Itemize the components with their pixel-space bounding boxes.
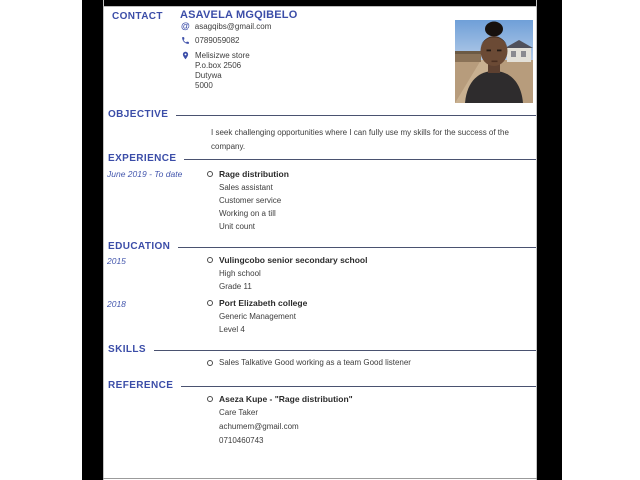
skills-item-row xyxy=(207,358,411,367)
left-black-bar xyxy=(82,0,103,480)
education-section-header xyxy=(108,241,536,252)
education-detail: Generic Management xyxy=(219,312,296,321)
bullet-icon xyxy=(207,360,213,366)
experience-entry-title-row xyxy=(207,169,289,179)
right-black-bar xyxy=(537,0,562,480)
address-line: Dutywa xyxy=(195,71,222,80)
contact-address-row xyxy=(181,51,250,91)
education-entry-date: 2018 xyxy=(107,299,126,309)
education-entry-date: 2015 xyxy=(107,256,126,266)
objective-text: I seek challenging opportunities where I can fully use my skills for the success of the company. xyxy=(211,128,509,151)
reference-entry-title-row xyxy=(207,394,353,404)
reference-entry-title: Aseza Kupe - "Rage distribution" xyxy=(219,394,353,404)
experience-section-header xyxy=(108,153,536,164)
experience-entry-title: Rage distribution xyxy=(219,169,289,179)
education-detail: High school xyxy=(219,269,261,278)
education-detail: Level 4 xyxy=(219,325,245,334)
experience-section-label: EXPERIENCE xyxy=(108,153,177,164)
phone-value: 0789059082 xyxy=(195,36,240,45)
reference-detail: Care Taker xyxy=(219,408,258,417)
contact-section-label: CONTACT xyxy=(112,11,163,22)
experience-detail: Sales assistant xyxy=(219,183,273,192)
bullet-icon xyxy=(207,171,213,177)
skills-section-header xyxy=(108,344,536,355)
experience-entry xyxy=(207,169,289,233)
profile-photo xyxy=(455,20,533,103)
section-rule xyxy=(154,350,536,351)
objective-section-label: OBJECTIVE xyxy=(108,109,169,120)
education-entry-title-row xyxy=(207,298,307,308)
phone-icon xyxy=(181,36,190,45)
bullet-icon xyxy=(207,396,213,402)
address-line: 5000 xyxy=(195,81,213,90)
address-line: P.o.box 2506 xyxy=(195,61,242,70)
experience-detail: Unit count xyxy=(219,222,256,231)
address-line: Melisizwe store xyxy=(195,51,250,60)
contact-phone-row xyxy=(181,36,240,45)
reference-section-header xyxy=(108,380,536,391)
page-bottom-edge xyxy=(103,478,537,479)
page-left-edge xyxy=(103,0,104,480)
experience-detail: Working on a till xyxy=(219,209,276,218)
contact-email-row xyxy=(181,22,271,31)
section-rule xyxy=(184,159,536,160)
skills-entry xyxy=(207,358,411,367)
education-entry-title: Vulingcobo senior secondary school xyxy=(219,255,368,265)
section-rule xyxy=(181,386,536,387)
experience-detail: Customer service xyxy=(219,196,282,205)
location-pin-icon xyxy=(181,51,190,60)
education-entry-details xyxy=(219,310,307,336)
reference-section-label: REFERENCE xyxy=(108,380,174,391)
reference-detail: achumem@gmail.com xyxy=(219,422,299,431)
education-detail: Grade 11 xyxy=(219,282,252,291)
education-entry xyxy=(207,298,307,336)
section-rule xyxy=(178,247,536,248)
bullet-icon xyxy=(207,257,213,263)
objective-section-header xyxy=(108,109,536,120)
reference-entry-details xyxy=(219,406,353,448)
page-top-edge xyxy=(103,6,537,7)
address-lines xyxy=(195,51,250,91)
skills-item: Sales Talkative Good working as a team Good listener xyxy=(219,358,411,367)
education-section-label: EDUCATION xyxy=(108,241,171,252)
education-entry-title-row xyxy=(207,255,367,265)
education-entry-title: Port Elizabeth college xyxy=(219,298,308,308)
education-entry-details xyxy=(219,267,367,293)
reference-detail: 0710460743 xyxy=(219,436,264,445)
education-entry xyxy=(207,255,367,293)
person-name: ASAVELA MGQIBELO xyxy=(180,9,298,21)
email-icon: @ xyxy=(181,21,190,31)
page-right-edge xyxy=(536,0,537,480)
experience-date: June 2019 - To date xyxy=(107,169,183,179)
section-rule xyxy=(176,115,536,116)
reference-entry xyxy=(207,394,353,448)
experience-entry-details xyxy=(219,181,289,233)
skills-section-label: SKILLS xyxy=(108,344,146,355)
email-value: asagqibs@gmail.com xyxy=(194,22,272,31)
bullet-icon xyxy=(207,300,213,306)
